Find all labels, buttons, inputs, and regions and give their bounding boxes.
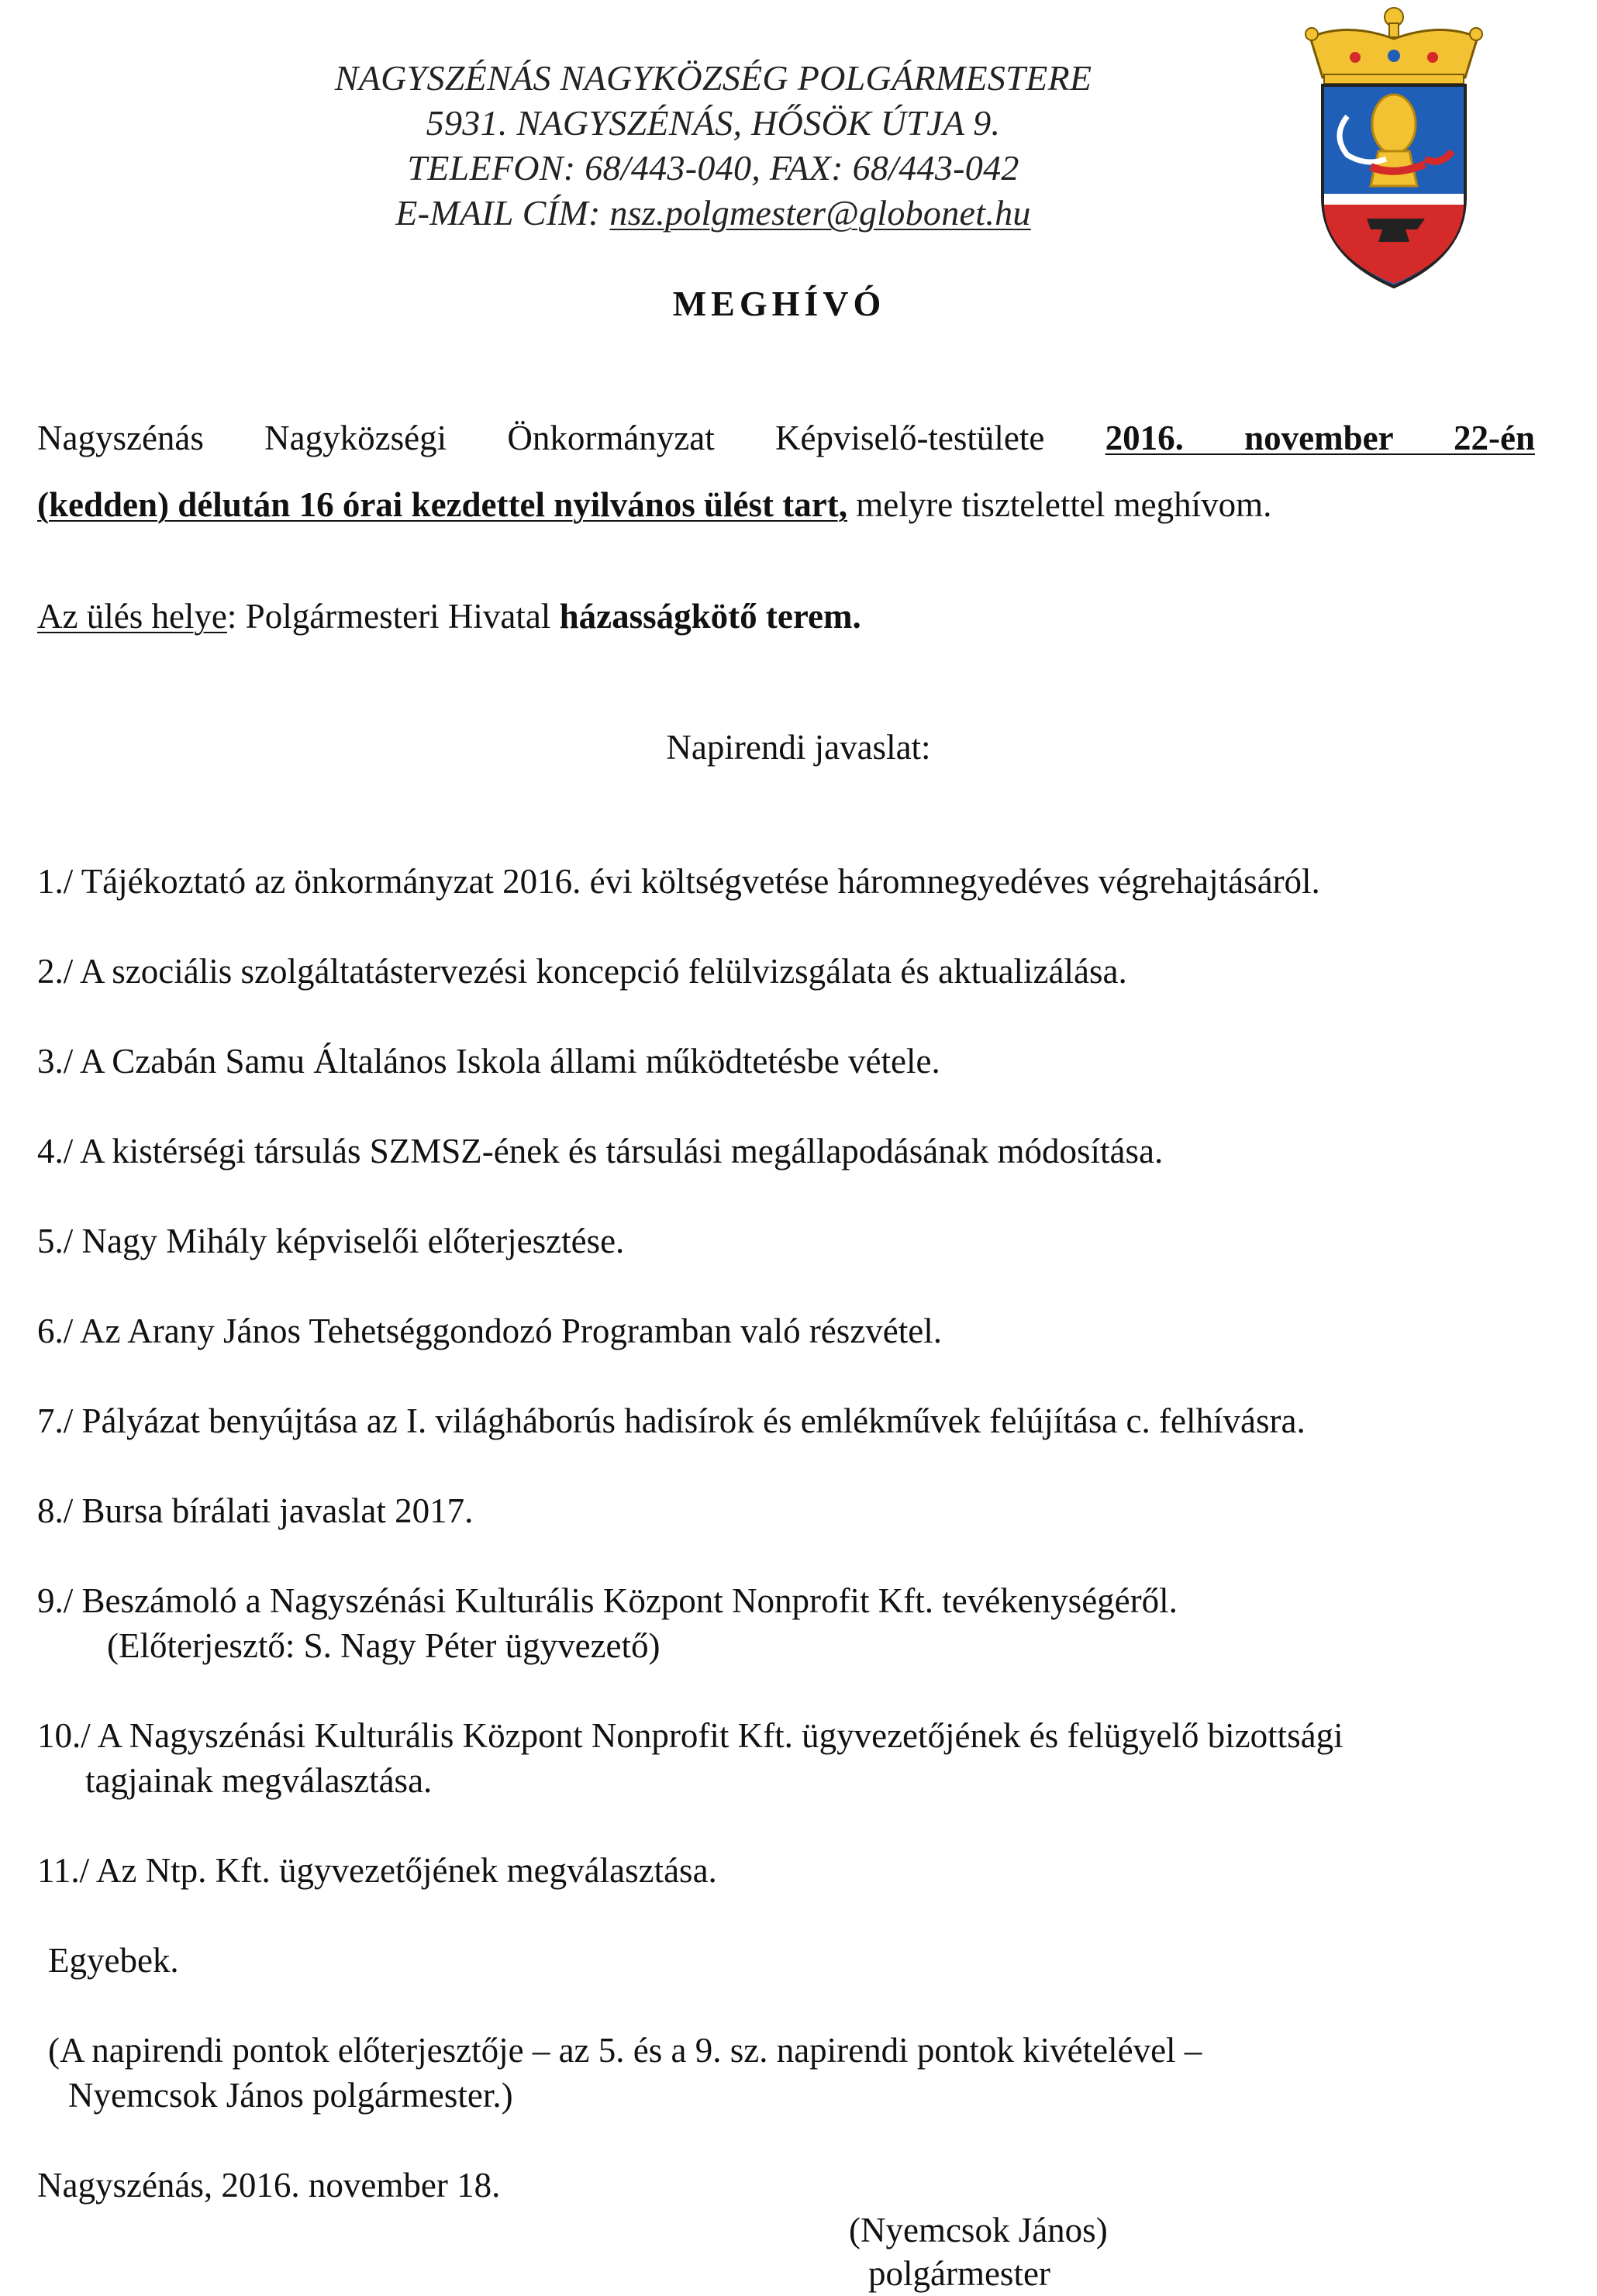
note-line-1: (A napirendi pontok előterjesztője – az 5. és a 9. sz. napirendi pontok kivételével – <box>48 2031 1202 2070</box>
coat-of-arms-icon <box>1293 0 1495 295</box>
agenda-item-1: 1./ Tájékoztató az önkormányzat 2016. évi költségvetése háromnegyedéves végrehajtásáról. <box>37 862 1320 901</box>
document-title: MEGHÍVÓ <box>672 284 886 323</box>
venue-line: Az ülés helye: Polgármesteri Hivatal házasságkötő terem. <box>37 597 861 636</box>
agenda-heading: Napirendi javaslat: <box>666 728 931 767</box>
header-line-3: TELEFON: 68/443-040, FAX: 68/443-042 <box>407 148 1019 188</box>
intro-line-1: Nagyszénás Nagyközségi Önkormányzat Képviselő-testülete 2016. november 22-én <box>37 419 1535 457</box>
agenda-item-4: 4./ A kistérségi társulás SZMSZ-ének és társulási megállapodásának módosítása. <box>37 1132 1164 1170</box>
email-link[interactable]: nsz.polgmester@globonet.hu <box>609 193 1031 233</box>
agenda-other: Egyebek. <box>48 1941 179 1980</box>
agenda-item-7: 7./ Pályázat benyújtása az I. világháborús hadisírok és emlékművek felújítása c. felhívásra. <box>37 1401 1306 1440</box>
agenda-item-11: 11./ Az Ntp. Kft. ügyvezetőjének megválasztása. <box>37 1851 717 1890</box>
header-line-1: NAGYSZÉNÁS NAGYKÖZSÉG POLGÁRMESTERE <box>334 58 1092 98</box>
agenda-item-3: 3./ A Czabán Samu Általános Iskola állami működtetésbe vétele. <box>37 1042 940 1081</box>
venue-room: házasságkötő terem. <box>559 597 861 636</box>
meeting-time: (kedden) délután 16 órai kezdettel nyilvános ülést tart, <box>37 485 847 524</box>
place-date: Nagyszénás, 2016. november 18. <box>37 2166 501 2205</box>
signature-name: (Nyemcsok János) <box>849 2211 1108 2249</box>
agenda-item-10: 10./ A Nagyszénási Kulturális Központ Nonprofit Kft. ügyvezetőjének és felügyelő bizottsági tagjainak megválasztása. <box>37 1713 1557 1803</box>
agenda-item-10-cont: tagjainak megválasztása. <box>85 1761 433 1800</box>
venue-label: Az ülés helye <box>37 597 227 636</box>
agenda-item-8: 8./ Bursa bírálati javaslat 2017. <box>37 1491 474 1530</box>
agenda-item-6: 6./ Az Arany János Tehetséggondozó Programban való részvétel. <box>37 1312 942 1350</box>
header-line-2: 5931. NAGYSZÉNÁS, HŐSÖK ÚTJA 9. <box>426 103 1001 143</box>
crown-icon <box>1306 8 1482 84</box>
agenda-item-9: 9./ Beszámoló a Nagyszénási Kulturális Központ Nonprofit Kft. tevékenységéről. (Előterjesztő: S. Nagy Péter ügyvezető) <box>37 1578 1557 1668</box>
note-line-2: Nyemcsok János polgármester.) <box>68 2076 513 2115</box>
header-email-line <box>0 191 1426 236</box>
agenda-item-5: 5./ Nagy Mihály képviselői előterjesztése. <box>37 1222 625 1260</box>
intro-line-2: (kedden) délután 16 órai kezdettel nyilvános ülést tart, melyre tisztelettel meghívom. <box>37 485 1272 524</box>
agenda-item-9-presenter: (Előterjesztő: S. Nagy Péter ügyvezető) <box>107 1626 661 1665</box>
meeting-date: 2016. november 22-én <box>1105 419 1535 457</box>
agenda-item-2: 2./ A szociális szolgáltatástervezési koncepció felülvizsgálata és aktualizálása. <box>37 952 1127 991</box>
email-label: E-MAIL CÍM: <box>395 193 610 233</box>
signature-role: polgármester <box>868 2254 1050 2293</box>
